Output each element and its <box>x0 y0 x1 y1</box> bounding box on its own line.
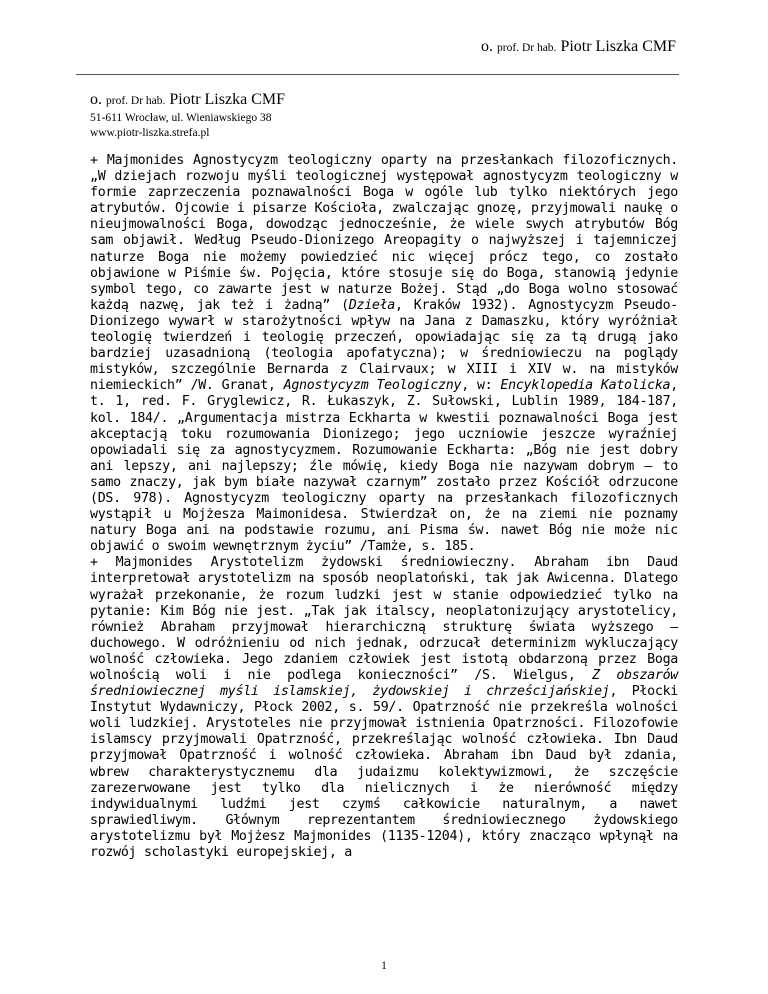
italic-title: Agnostycyzm Teologiczny <box>283 378 462 394</box>
page-number: 1 <box>381 960 387 972</box>
header-prefix: o. <box>481 38 494 55</box>
text-run: , Płocki Instytut Wydawniczy, Płock 2002, s. 59/. Opatrzność nie przekreśla wolności woli ludzkiej. Arystoteles nie przyjmował istnienia Opatrzności. Filozofowie islamscy przyjmowali Opatrzność, przekreślając wolność człowieka. Ibn Daud przyjmował Opatrzność i wolność człowieka. Abraham ibn Daud był zdania, wbrew charakterystycznemu dla judaizmu kolektywizmowi, że szczęście zarezerwowane jest tylko dla nielicznych i że nierówność między indywidualnymi ludźmi jest czymś całkowicie naturalnym, a nawet sprawiedliwym. Głównym reprezentantem średniowiecznego żydowskiego arystotelizmu był Mojżesz Majmonides (1135-1204), który znacząco wpłynął na rozwój scholastyki europejskiej, a <box>90 684 678 861</box>
author-address: 51-611 Wrocław, ul. Wieniawskiego 38 <box>90 112 272 124</box>
page-header <box>481 38 676 56</box>
author-prefix: o. <box>90 91 102 108</box>
author-name: Piotr Liszka CMF <box>169 91 285 108</box>
italic-title: Z obszarów średniowiecznej myśli islamskiej, żydowskiej i chrześcijańskiej <box>90 668 678 700</box>
italic-title: Encyklopedia Katolicka <box>500 378 671 394</box>
author-block <box>90 90 285 141</box>
text-run: + Majmonides Arystotelizm żydowski średniowieczny. Abraham ibn Daud interpretował arystotelizm na sposób neoplatoński, tak jak Awicenna. Dlatego wyrażał przekonanie, że rozum ludzki jest w stanie odpowiedzieć tylko na pytanie: Kim Bóg nie jest. „Tak jak italscy, neoplatonizujący arystotelicy, również Abraham przyjmował hierarchiczną strukturę świata wyższego – duchowego. W odróżnieniu od nich jednak, odrzucał determinizm wykluczający wolność człowieka. Jego zdaniem człowiek jest istotą obdarzoną przez Boga wolnością woli i nie podlega konieczności” /S. Wielgus, <box>90 555 678 683</box>
author-title: prof. Dr hab. <box>106 95 166 107</box>
paragraph-aristotelianism <box>90 555 678 861</box>
author-name-line <box>90 90 285 111</box>
body-text <box>90 153 678 861</box>
header-name: Piotr Liszka CMF <box>560 38 676 55</box>
text-run: , Kraków 1932). Agnostycyzm Pseudo-Dionizego wywarł w starożytności wpływ na Jana z Damaszku, który wyróżniał teologię twierdzeń i teologię przeczeń, opowiadając się za tą drugą jako bardziej uzasadnioną (teologia apofatyczna); w średniowieczu na poglądy mistyków, szczególnie Bernarda z Clairvaux; w XIII i XIV w. na mistyków niemieckich” /W. Granat, <box>90 297 678 394</box>
text-run: , t. 1, red. F. Gryglewicz, R. Łukaszyk, Z. Sułowski, Lublin 1989, 184-187, kol. 184/. „Argumentacja mistrza Eckharta w kwestii poznawalności Boga jest akceptacją toku rozumowania Dionizego; jego uczniowie jeszcze wyraźniej opowiadali się za agnostycyzmem. Rozumowanie Eckharta: „Bóg nie jest dobry ani lepszy, ani najlepszy; źle mówię, kiedy Boga nie nazywam dobrym – to samo znaczy, jak bym białe nazywał czarnym” zostało przez Kościół odrzucone (DS. 978). Agnostycyzm teologiczny oparty na przesłankach filozoficznych wystąpił u Mojżesza Maimonidesa. Stwierdzał on, że na ziemi nie poznamy natury Boga ani na podstawie rozumu, ani Pisma św. nawet Bóg nie może nic objawić o swoim wewnętrznym życiu” /Tamże, s. 185. <box>90 378 678 555</box>
author-website: www.piotr-liszka.strefa.pl <box>90 127 210 139</box>
paragraph-agnosticism <box>90 153 678 555</box>
italic-title: Dzieła <box>348 297 396 313</box>
header-title: prof. Dr hab. <box>497 42 557 54</box>
header-divider <box>76 74 679 75</box>
text-run: + Majmonides Agnostycyzm teologiczny oparty na przesłankach filozoficznych. „W dziejach rozwoju myśli teologicznej występował agnostycyzm teologiczny w formie zaprzeczenia poznawalności Boga w ogóle lub tylko niektórych jego atrybutów. Ojcowie i pisarze Kościoła, zwalczając gnozę, przyjmowali naukę o nieujmowalności Boga, dowodząc jednocześnie, że wiele swych atrybutów Bóg sam objawił. Według Pseudo-Dionizego Areopagity o najwyższej i tajemniczej naturze Boga nie możemy powiedzieć nic więcej prócz tego, co zostało objawione w Piśmie św. Pojęcia, które stosuje się do Boga, stanowią jedynie symbol tego, co zawarte jest w naturze Bożej. Stąd „do Boga wolno stosować każdą nazwę, jak też i żadną” ( <box>90 153 678 313</box>
text-run: , w: <box>461 378 501 394</box>
